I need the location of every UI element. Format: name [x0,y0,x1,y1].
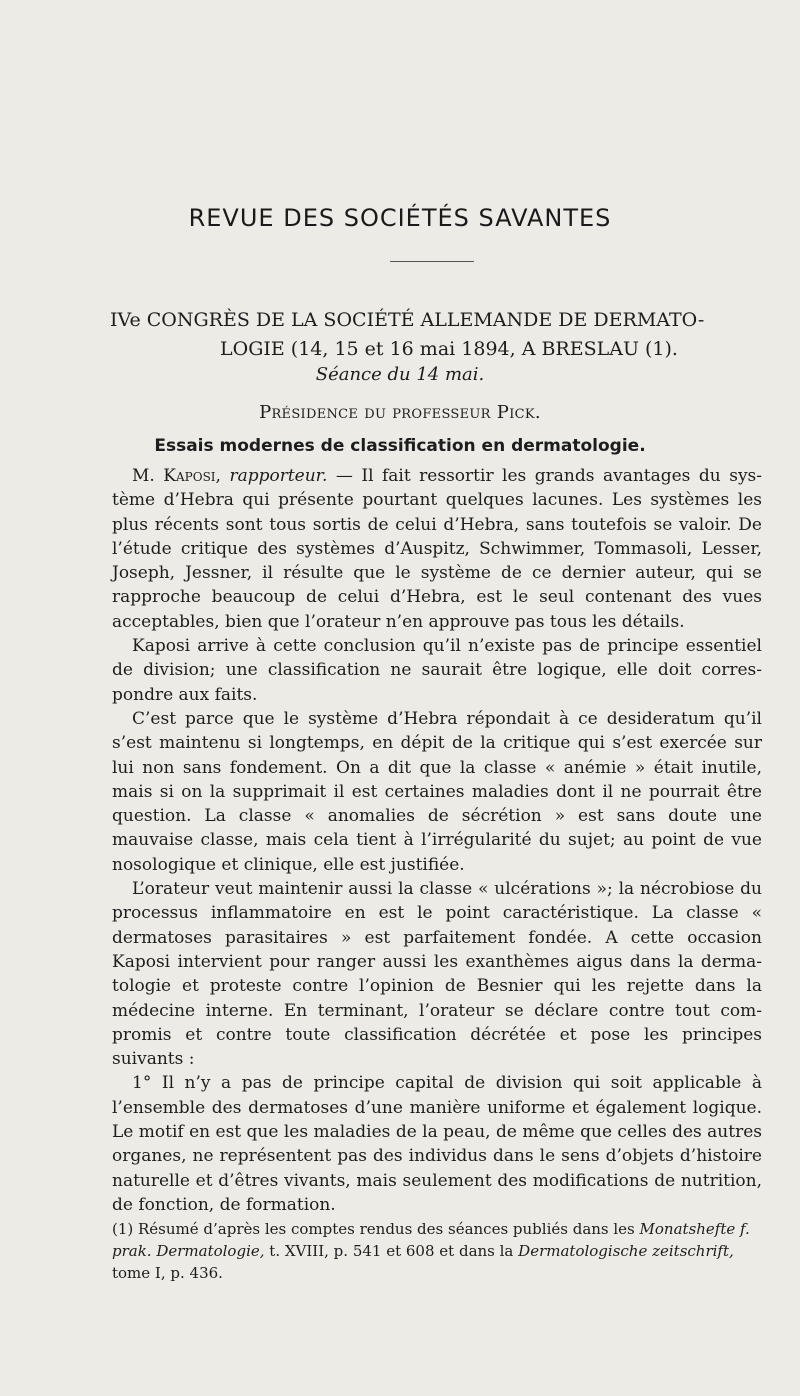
footnote [112,1218,767,1284]
running-title: REVUE DES SOCIÉTÉS SAVANTES [188,204,612,232]
paragraph-1 [112,464,762,634]
footnote-part-a: (1) Résumé d’après les comptes rendus des séances publiés dans les [112,1220,635,1238]
paragraph-5: 1° Il n’y a pas de principe capital de division qui soit applicable à l’ensemble des dermatoses d’une manière uniforme et également logique. Le motif en est que les maladies de la peau, de même que celles des autres organes, ne représentent pas des individus dans le sens d’objets d’histoire naturelle et d’êtres vivants, mais seulement des modifications de nutrition, de fonction, de formation. [112,1073,762,1215]
congress-heading-line2: LOGIE (14, 15 et 16 mai 1894, A BRESLAU (1). [220,338,678,360]
paragraph-1-text: — Il fait ressortir les grands avantages du système d’Hebra qui présente pourtant quelques lacunes. Les systèmes les plus récents sont tous sortis de celui d’Hebra, sans toutefois se valoir. De l’étude critique des systèmes d’Auspitz, Schwimmer, Tommasoli, Lesser, Joseph, Jessner, il résulte que le système de ce dernier auteur, qui se rapproche beaucoup de celui d’Hebra, est le seul contenant des vues acceptables, bien que l’orateur n’en approuve pas tous les détails. [112,466,763,632]
footnote-journal-1: Monatshefte f. prak. Dermatologie, [112,1220,750,1260]
footnote-part-b: t. XVIII, p. 541 et 608 et dans la [269,1242,514,1260]
paragraph-2: Kaposi arrive à cette conclusion qu’il n’existe pas de principe essentiel de division; une classification ne saurait être logique, elle doit correspondre aux faits. [112,636,762,705]
section-title: Essais modernes de classification en dermatologie. [154,436,646,456]
speaker-role: rapporteur. [229,466,328,486]
congress-heading-line1: IVe CONGRÈS DE LA SOCIÉTÉ ALLEMANDE DE DERMATO- [110,309,705,331]
footnote-text [112,1218,767,1284]
paragraph-3: C’est parce que le système d’Hebra répondait à ce desideratum qu’il s’est maintenu si longtemps, en dépit de la critique qui s’est exercée sur lui non sans fondement. On a dit que la classe « anémie » était inutile, mais si on la supprimait il est certaines maladies dont il ne pourrait être question. La classe « anomalies de sécrétion » est sans doute une mauvaise classe, mais cela tient à l’irrégularité du sujet; au point de vue nosologique et clinique, elle est justifiée. [112,708,762,875]
footnote-part-c: tome I, p. 436. [112,1264,223,1282]
paragraph-4: L’orateur veut maintenir aussi la classe « ulcérations »; la nécrobiose du processus inflammatoire en est le point caractéristique. La classe « dermatoses parasitaires » est parfaitement fondée. A cette occasion Kaposi intervient pour ranger aussi les exanthèmes aigus dans la dermatologie et proteste contre l’opinion de Besnier qui les rejette dans la médecine interne. En terminant, l’orateur se déclare contre tout compromis et contre toute classification décrétée et pose les principes suivants : [112,879,762,1070]
footnote-journal-2: Dermatologische zeitschrift, [518,1242,734,1260]
body-text [112,464,762,1217]
title-divider [390,261,474,262]
congress-heading [110,306,765,364]
seance-date: Séance du 14 mai. [315,364,485,385]
presidence-line: Présidence du professeur Pick. [259,402,541,423]
speaker-name: M. Kaposi, [132,466,221,486]
